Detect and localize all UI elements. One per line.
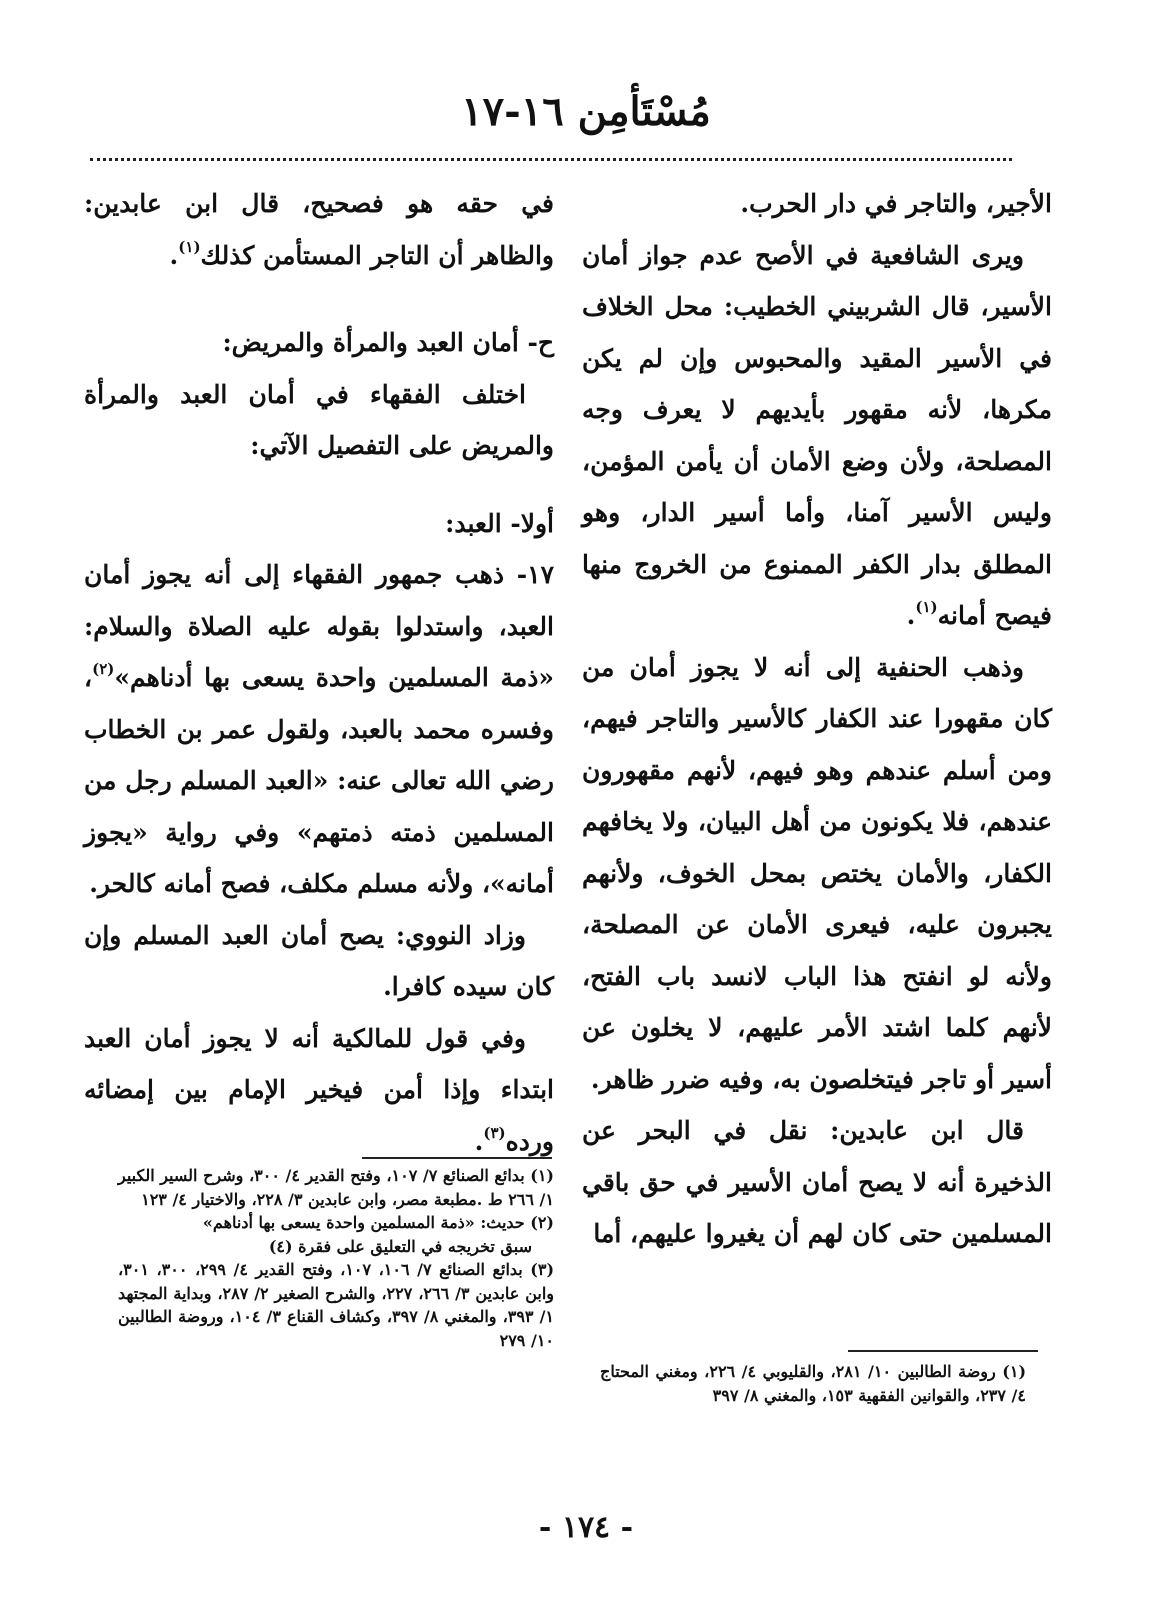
left-para-1-end: . [169,240,179,270]
left-para-1 [84,178,554,281]
footnote-right-1: (١) روضة الطالبين ١٠/ ٢٨١، والقليوبي ٤/ ٢٢٦، ومغني المحتاج ٤/ ٢٣٧، والقوانين الفقهية ١٥٣، والمغني ٨/ ٣٩٧ [600,1362,1027,1405]
footnote-left-1: (١) بدائع الصنائع ٧/ ١٠٧، وفتح القدير ٤/ ٣٠٠، وشرح السير الكبير ١/ ٢٦٦ ط .مطبعة مصر، وابن عابدين ٣/ ٢٢٨، والاختيار ٤/ ١٢٣ [118,1166,554,1209]
footnote-left-2-cont: سبق تخريجه في التعليق على فقرة (٤) [268,1236,532,1256]
footnote-left-2: (٢) حديث: «ذمة المسلمين واحدة يسعى بها أدناهم» [202,1213,554,1232]
section-heading-h: ح- أمان العبد والمرأة والمريض: [222,328,554,357]
left-para-5-end: . [474,1126,484,1156]
left-para-3-text-a: ١٧- ذهب جمهور الفقهاء إلى أنه يجوز أمان العبد، واستدلوا بقوله عليه الصلاة والسلام: «ذمة المسلمين واحدة يسعى بها أدناهم» [84,560,554,692]
right-para-3: وذهب الحنفية إلى أنه لا يجوز أمان من كان مقهورا عند الكفار كالأسير والتاجر فيهم، ومن أسلم عندهم وهو فيهم، لأنهم مقهورون عندهم، فلا يكونون من أهل البيان، ولا يخافهم الكفار، والأمان يختص بمحل الخوف، ولأنهم يجبرون عليه، فيعرى الأمان عن المصلحة، ولأنه لو انفتح هذا الباب لانسد باب الفتح، لأنهم كلما اشتد الأمر عليهم، لا يخلون عن أسير أو تاجر فيتخلصون به، وفيه ضرر ظاهر. [582,652,1052,1094]
left-para-5-text: وفي قول للمالكية أنه لا يجوز أمان العبد ابتداء وإذا أمن فيخير الإمام بين إمضائه ورده [84,1023,554,1156]
footnote-ref: (١) [178,237,201,256]
right-column [582,178,1052,1260]
spacer [84,472,554,498]
footnotes-left [118,1164,554,1352]
page-number: - ١٧٤ - [538,1510,634,1545]
footnote-ref: (٢) [92,660,115,678]
left-para-5 [84,1013,554,1168]
left-para-3-text-b: ، وفسره محمد بالعبد، ولقول عمر بن الخطاب رضي الله تعالى عنه: «العبد المسلم رجل من المسلمين ذمته ذمتهم» وفي رواية «يجوز أمانه»، ولأنه مسلم مكلف، فصح أمانه كالحر. [84,663,554,898]
right-para-4: قال ابن عابدين: نقل في البحر عن الذخيرة أنه لا يصح أمان الأسير في حق باقي المسلمين حتى كان لهم أن يغيروا عليهم، أما [582,1116,1052,1248]
footnote-separator-left [362,1157,552,1159]
spacer [84,281,554,317]
right-para-1: الأجير، والتاجر في دار الحرب. [740,189,1052,218]
footnote-ref: (٣) [483,1123,506,1142]
header-dotted-rule [90,158,1012,161]
right-para-2-end: . [906,601,916,630]
right-para-2 [582,230,1052,642]
section-heading-first: أولا- العبد: [445,508,554,538]
left-para-1-text: في حقه هو فصحيح، قال ابن عابدين: والظاهر أن التاجر المستأمن كذلك [84,189,554,270]
left-column [84,178,554,1167]
footnotes-right [600,1360,1026,1407]
left-para-2: اختلف الفقهاء في أمان العبد والمرأة والمريض على التفصيل الآتي: [84,379,554,460]
page-header-title: مُسْتَأمِن ١٦-١٧ [461,88,711,135]
footnote-separator-right [848,1350,1038,1352]
right-para-2-text: ويرى الشافعية في الأصح عدم جواز أمان الأسير، قال الشربيني الخطيب: محل الخلاف في الأسير المقيد والمحبوس وإن لم يكن مكرها، لأنه مقهور بأيديهم لا يعرف وجه المصلحة، ولأن وضع الأمان أن يأمن المؤمن، وليس الأسير آمنا، وأما أسير الدار، وهو المطلق بدار الكفر الممنوع من الخروج منها فيصح أمانه [582,240,1052,630]
left-para-3 [84,549,554,910]
footnote-ref: (١) [915,598,938,616]
footnote-left-3: (٣) بدائع الصنائع ٧/ ١٠٦، ١٠٧، وفتح القدير ٤/ ٢٩٩، ٣٠٠، ٣٠١، وابن عابدين ٣/ ٢٦٦، ٢٢٧، والشرح الصغير ٢/ ٢٨٧، وبداية المجتهد ١/ ٣٩٣، والمغني ٨/ ٣٩٧، وكشاف القناع ٣/ ١٠٤، وروضة الطالبين ١٠/ ٢٧٩ [118,1260,555,1350]
left-para-4: وزاد النووي: يصح أمان العبد المسلم وإن كان سيده كافرا. [84,920,554,1001]
